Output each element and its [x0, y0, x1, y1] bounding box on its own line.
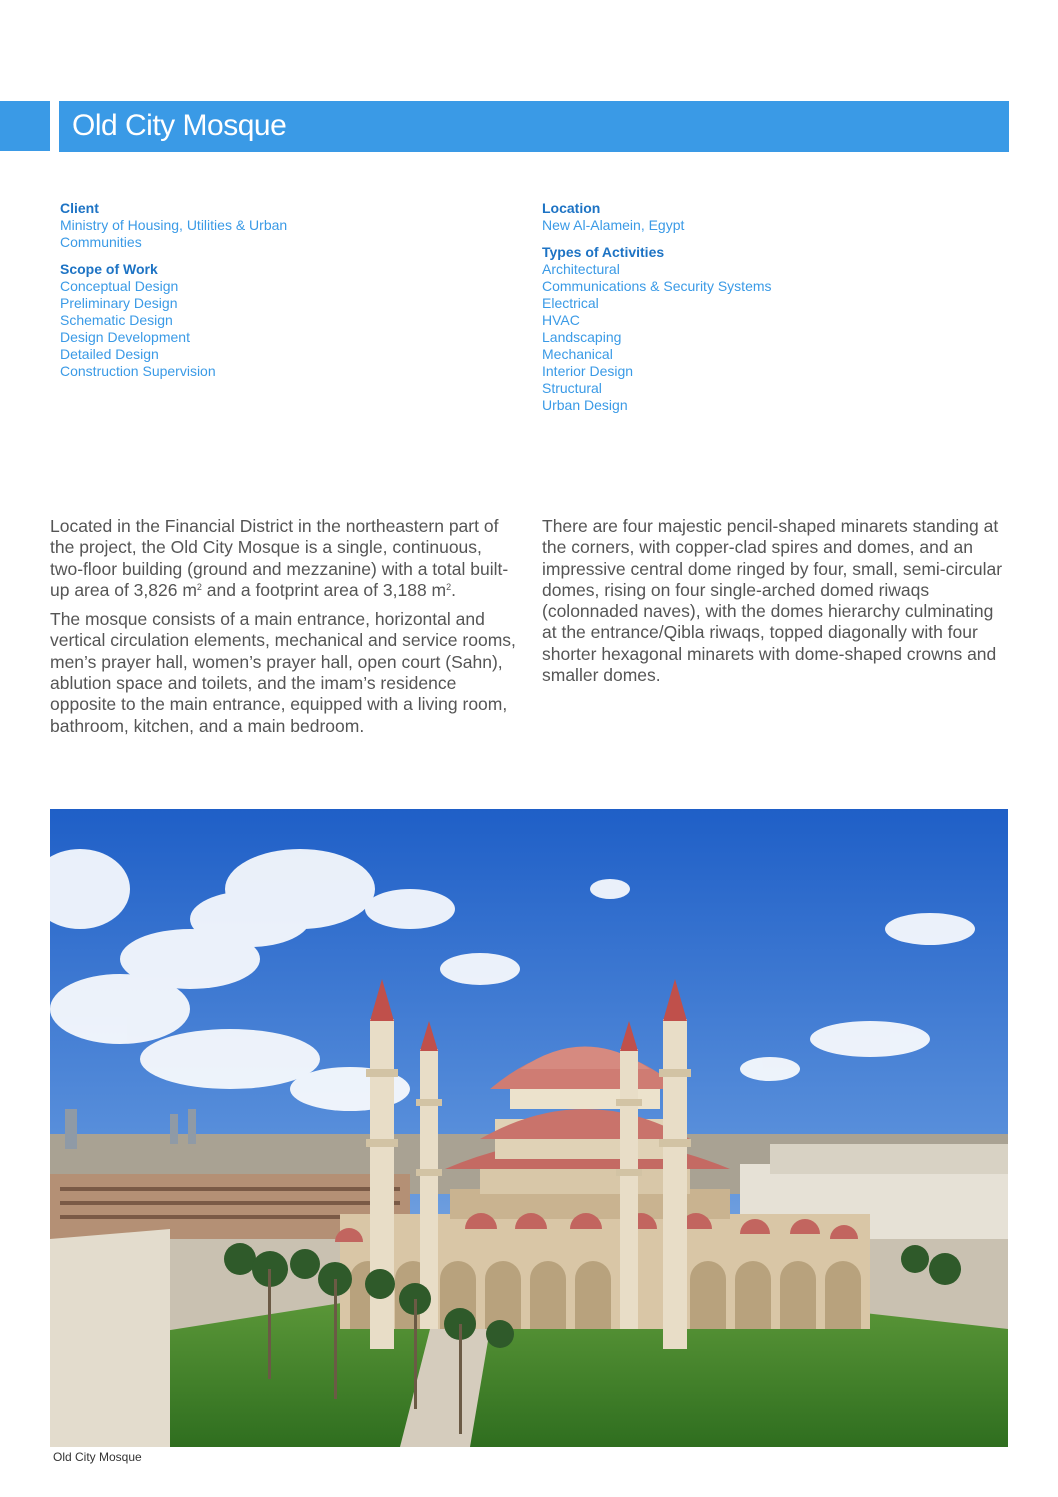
title-bar: [59, 101, 1009, 152]
location-group: [542, 200, 842, 234]
location-label: Location: [542, 200, 601, 216]
body-text: and a footprint area of 3,188 m: [201, 579, 447, 600]
scope-label: Scope of Work: [60, 261, 158, 277]
body-column-left: [50, 516, 518, 745]
activity-item: Structural: [542, 380, 602, 396]
activity-item: Urban Design: [542, 397, 628, 413]
location-value: New Al-Alamein, Egypt: [542, 217, 685, 233]
scope-item: Schematic Design: [60, 312, 173, 328]
photo-caption: Old City Mosque: [53, 1450, 142, 1464]
body-text: .: [451, 579, 457, 600]
activity-item: Architectural: [542, 261, 620, 277]
scope-group: [60, 261, 320, 380]
body-paragraph-1: [50, 516, 518, 601]
activity-item: Interior Design: [542, 363, 634, 379]
scope-item: Conceptual Design: [60, 278, 179, 294]
body-column-right: [542, 516, 1012, 694]
superscript: 2: [446, 581, 452, 592]
info-column-right: [542, 200, 842, 424]
mosque-photo: [50, 809, 1008, 1447]
scope-item: Construction Supervision: [60, 363, 216, 379]
body-text: Located in the Financial District in the northeastern part of the project, the Old City Mosque is a single, continuous, two-floor building (ground and mezzanine) with a total built-up area of 3,826 m: [50, 516, 509, 600]
info-column-left: [60, 200, 320, 390]
scope-item: Preliminary Design: [60, 295, 178, 311]
client-line: Communities: [60, 234, 142, 250]
body-paragraph-2: The mosque consists of a main entrance, horizontal and vertical circulation elements, mechanical and service rooms, men’s prayer hall, women’s prayer hall, open court (Sahn), ablution space and toilets, and the imam’s residence opposite to the main entrance, equipped with a living room, bathroom, kitchen, and a main bedroom.: [50, 609, 516, 736]
activities-label: Types of Activities: [542, 244, 665, 260]
body-paragraph-3: There are four majestic pencil-shaped minarets standing at the corners, with copper-clad spires and domes, and an impressive central dome ringed by four, small, semi-circular domes, rising on four single-arched domed riwaqs (colonnaded naves), with the domes hierarchy culminating at the entrance/Qibla riwaqs, topped diagonally with four shorter hexagonal minarets with dome-shaped crowns and smaller domes.: [542, 516, 1003, 686]
activity-item: Communications & Security Systems: [542, 278, 772, 294]
activities-group: [542, 244, 842, 414]
header-accent-block: [0, 101, 50, 151]
client-line: Ministry of Housing, Utilities & Urban: [60, 217, 288, 233]
client-label: Client: [60, 200, 99, 216]
page-title: Old City Mosque: [72, 109, 287, 142]
client-group: [60, 200, 320, 251]
scope-item: Detailed Design: [60, 346, 159, 362]
superscript: 2: [196, 581, 202, 592]
activity-item: Mechanical: [542, 346, 613, 362]
scope-item: Design Development: [60, 329, 190, 345]
activity-item: HVAC: [542, 312, 580, 328]
activity-item: Electrical: [542, 295, 599, 311]
activity-item: Landscaping: [542, 329, 622, 345]
